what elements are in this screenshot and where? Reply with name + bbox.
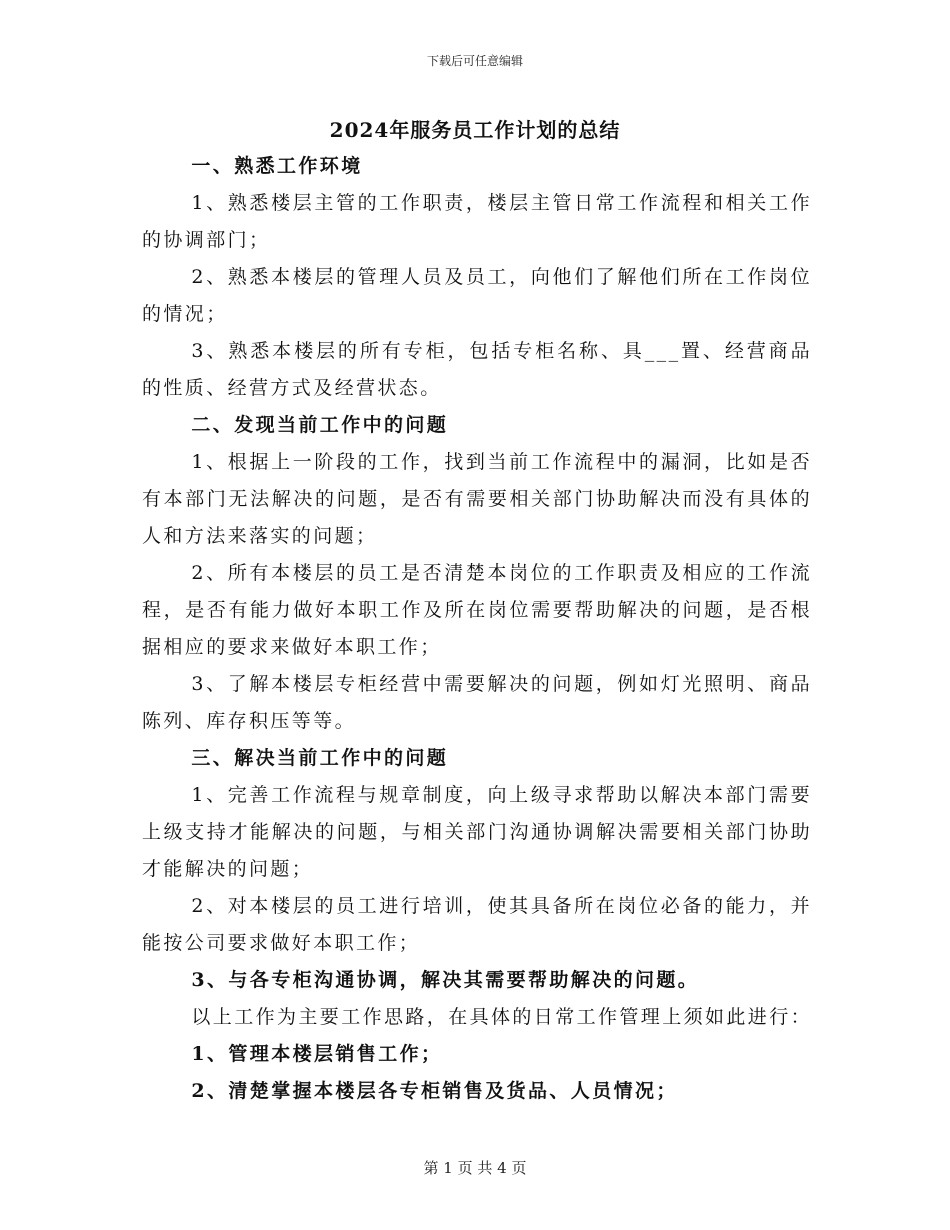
bold-paragraph: 1、管理本楼层销售工作；	[191, 1043, 443, 1065]
section-heading-2: 二、发现当前工作中的问题	[191, 414, 449, 436]
document-title: 2024年服务员工作计划的总结	[329, 118, 621, 142]
bold-paragraph: 3、与各专柜沟通协调，解决其需要帮助解决的问题。	[191, 969, 700, 991]
document-body	[142, 148, 812, 1110]
paragraph: 1、根据上一阶段的工作，找到当前工作流程中的漏洞，比如是否有本部门无法解决的问题，是否有需要相关部门协助解决而没有具体的人和方法来落实的问题；	[142, 451, 812, 547]
section-heading-1: 一、熟悉工作环境	[191, 155, 363, 177]
paragraph: 以上工作为主要工作思路，在具体的日常工作管理上须如此进行：	[191, 1006, 812, 1028]
paragraph: 3、熟悉本楼层的所有专柜，包括专柜名称、具___置、经营商品的性质、经营方式及经营状态。	[142, 340, 812, 399]
paragraph: 2、熟悉本楼层的管理人员及员工，向他们了解他们所在工作岗位的情况；	[142, 266, 812, 325]
paragraph: 2、所有本楼层的员工是否清楚本岗位的工作职责及相应的工作流程，是否有能力做好本职工作及所在岗位需要帮助解决的问题，是否根据相应的要求来做好本职工作；	[142, 562, 812, 658]
paragraph: 3、了解本楼层专柜经营中需要解决的问题，例如灯光照明、商品陈列、库存积压等等。	[142, 673, 812, 732]
page-number: 第 1 页 共 4 页	[423, 1159, 527, 1177]
section-heading-3: 三、解决当前工作中的问题	[191, 747, 449, 769]
paragraph: 1、完善工作流程与规章制度，向上级寻求帮助以解决本部门需要上级支持才能解决的问题，与相关部门沟通协调解决需要相关部门协助才能解决的问题；	[142, 784, 812, 880]
bold-paragraph: 2、清楚掌握本楼层各专柜销售及货品、人员情况；	[191, 1080, 678, 1102]
paragraph: 2、对本楼层的员工进行培训，使其具备所在岗位必备的能力，并能按公司要求做好本职工作；	[142, 895, 812, 954]
page-header-note: 下载后可任意编辑	[426, 54, 523, 68]
paragraph: 1、熟悉楼层主管的工作职责，楼层主管日常工作流程和相关工作的协调部门；	[142, 192, 812, 251]
